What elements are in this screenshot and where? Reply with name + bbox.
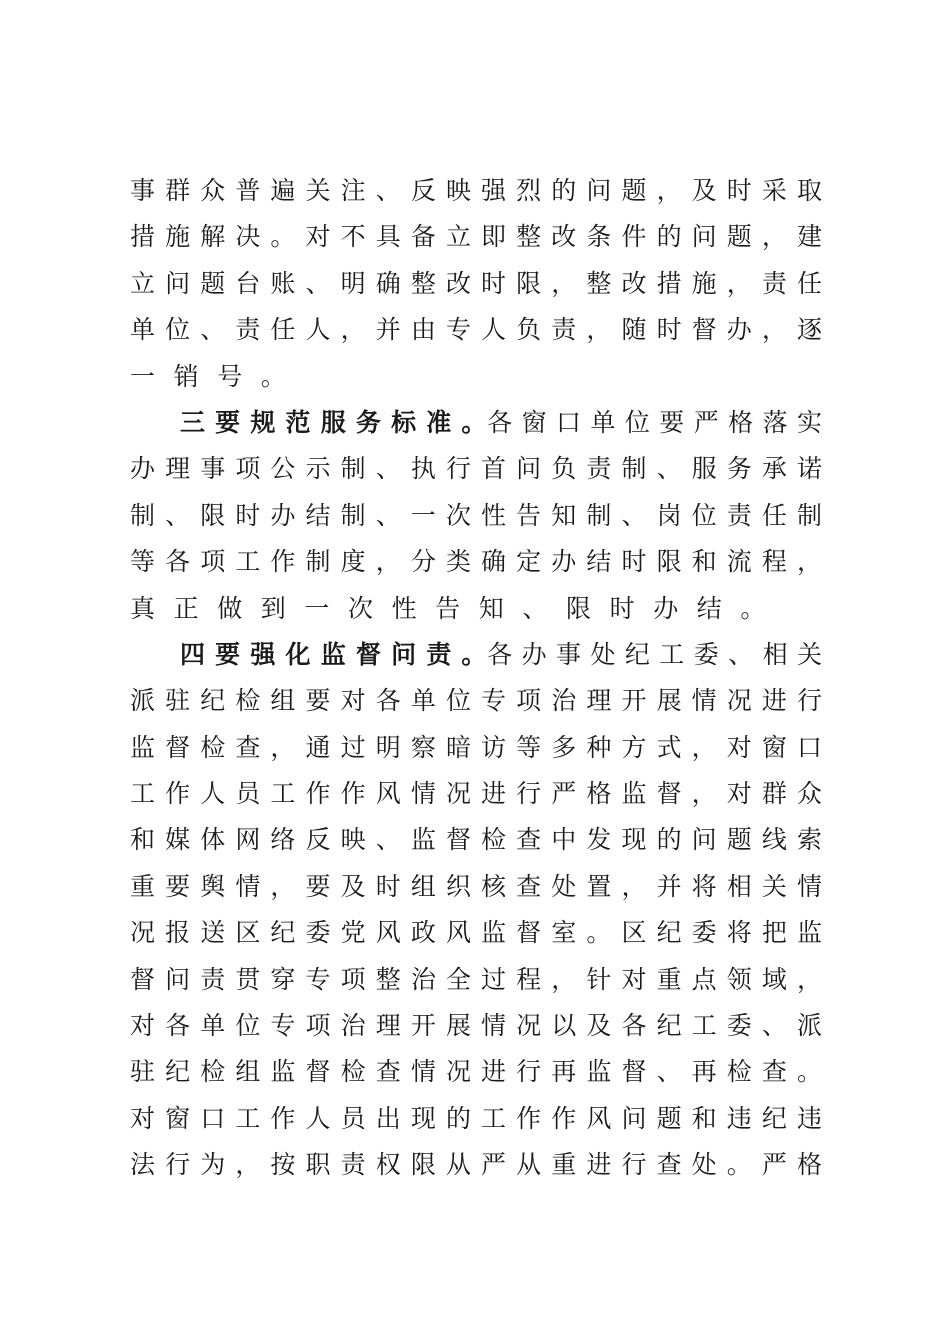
text-line: 监 督 检 查 ， 通 过 明 察 暗 访 等 多 种 方 式 ， 对 窗 口 <box>130 732 822 762</box>
text-line: 况 报 送 区 纪 委 党 风 政 风 监 督 室 。 区 纪 委 将 把 监 <box>130 918 822 948</box>
paragraph-heading: 三 要 规 范 服 务 标 准 。 <box>180 407 488 437</box>
paragraph-heading-line <box>130 632 822 678</box>
text-line: 对 窗 口 工 作 人 员 出 现 的 工 作 作 风 问 题 和 违 纪 违 <box>130 1103 822 1133</box>
text-line: 措 施 解 决 。 对 不 具 备 立 即 整 改 条 件 的 问 题 ， 建 <box>130 222 822 252</box>
text-line: 重 要 舆 情 ， 要 及 时 组 织 核 查 处 置 ， 并 将 相 关 情 <box>130 871 822 901</box>
text-line: 单 位 、 责 任 人 ， 并 由 专 人 负 责 ， 随 时 督 办 ， 逐 <box>130 315 822 345</box>
text-line: 办 理 事 项 公 示 制 、 执 行 首 问 负 责 制 、 服 务 承 诺 <box>130 454 822 484</box>
text-line: 法 行 为 ， 按 职 责 权 限 从 严 从 重 进 行 查 处 。 严 格 <box>130 1150 822 1180</box>
text-line: 真正做到一次性告知、限时办结。 <box>130 593 785 623</box>
text-span: 各 办 事 处 纪 工 委 、 相 关 <box>487 639 822 669</box>
text-line: 等 各 项 工 作 制 度 ， 分 类 确 定 办 结 时 限 和 流 程 ， <box>130 547 822 577</box>
text-line: 派 驻 纪 检 组 要 对 各 单 位 专 项 治 理 开 展 情 况 进 行 <box>130 686 822 716</box>
document-body <box>130 168 822 1189</box>
text-span: 各 窗 口 单 位 要 严 格 落 实 <box>487 407 822 437</box>
text-line: 督 问 责 贯 穿 专 项 整 治 全 过 程 ， 针 对 重 点 领 域 ， <box>130 964 822 994</box>
text-line: 和 媒 体 网 络 反 映 、 监 督 检 查 中 发 现 的 问 题 线 索 <box>130 825 822 855</box>
paragraph-heading: 四 要 强 化 监 督 问 责 。 <box>180 639 488 669</box>
text-line: 一销号。 <box>130 361 305 391</box>
text-line: 驻 纪 检 组 监 督 检 查 情 况 进 行 再 监 督 、 再 检 查 。 <box>130 1057 822 1087</box>
paragraph-heading-line <box>130 400 822 446</box>
text-line: 制 、 限 时 办 结 制 、 一 次 性 告 知 制 、 岗 位 责 任 制 <box>130 500 822 530</box>
text-line: 立 问 题 台 账 、 明 确 整 改 时 限 ， 整 改 措 施 ， 责 任 <box>130 268 822 298</box>
text-line: 对 各 单 位 专 项 治 理 开 展 情 况 以 及 各 纪 工 委 、 派 <box>130 1011 822 1041</box>
text-line: 工 作 人 员 工 作 作 风 情 况 进 行 严 格 监 督 ， 对 群 众 <box>130 779 822 809</box>
text-line: 事 群 众 普 遍 关 注 、 反 映 强 烈 的 问 题 ， 及 时 采 取 <box>130 176 822 205</box>
